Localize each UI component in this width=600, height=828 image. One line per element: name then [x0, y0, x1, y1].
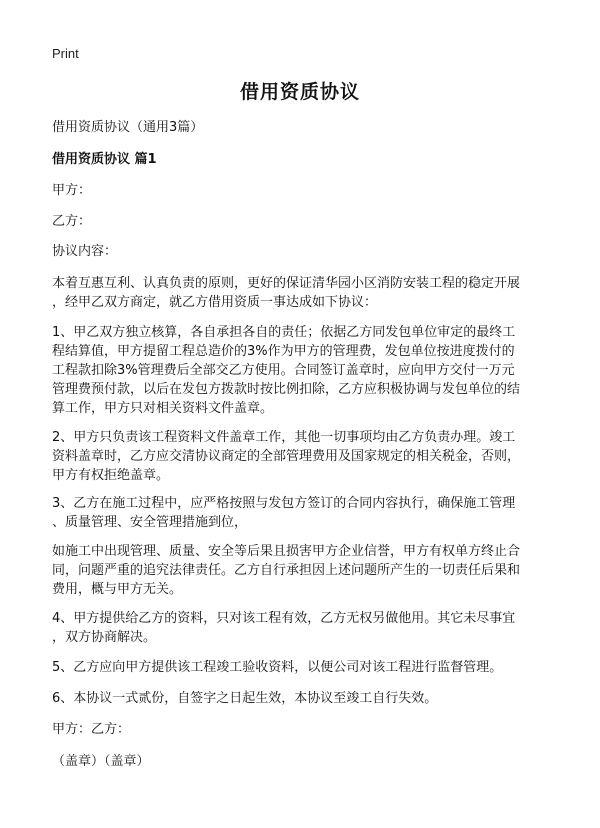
party-b-label: 乙方：: [52, 214, 92, 229]
content-label: 协议内容：: [52, 244, 118, 259]
section-heading: 借用资质协议 篇1: [52, 152, 157, 167]
clause-3: 3、乙方在施工过程中，应严格按照与发包方签订的合同内容执行，确保施工管理 、质量管理、安全管理措施到位，: [52, 496, 516, 530]
clause-4: 4、甲方提供给乙方的资料，只对该工程有效，乙方无权另做他用。其它未尽事宜 ，双方协商解决。: [52, 611, 516, 645]
intro-paragraph: 本着互惠互利、认真负责的原则，更好的保证清华园小区消防安装工程的稳定开展 ，经甲乙双方商定，就乙方借用资质一事达成如下协议：: [52, 276, 521, 310]
clause-1: 1、甲乙双方独立核算，各自承担各自的责任；依据乙方同发包单位审定的最终工 程结算值，甲方提留工程总造价的3%作为甲方的管理费，发包单位按进度拨付的 工程款扣除3%管理费后全部交乙方使用。合同签订盖章时，应向甲方交付一万元 管理费预付款，以后在发包方拨款时按比例扣除，乙方应积极协调与发包单位的结 算工作，甲方只对相关资料文件盖章。: [52, 325, 521, 416]
document-subtitle: 借用资质协议（通用3篇）: [52, 120, 204, 135]
party-a-label: 甲方：: [52, 183, 92, 198]
document-title: 借用资质协议: [239, 81, 360, 103]
clause-6: 6、本协议一式贰份，自签字之日起生效，本协议至竣工自行失效。: [52, 691, 438, 706]
signature-parties: 甲方：乙方：: [52, 722, 131, 737]
clause-5: 5、乙方应向甲方提供该工程竣工验收资料，以便公司对该工程进行监督管理。: [52, 660, 503, 675]
print-link[interactable]: Print: [52, 46, 79, 61]
clause-2: 2、甲方只负责该工程资料文件盖章工作，其他一切事项均由乙方负责办理。竣工 资料盖章时，乙方应交清协议商定的全部管理费用及国家规定的相关税金，否则， 甲方有权拒绝盖章。: [52, 430, 521, 483]
seal-placeholders: （盖章）（盖章）: [52, 754, 150, 769]
clause-3-continued: 如施工中出现管理、质量、安全等后果且损害甲方企业信誉，甲方有权单方终止合 同，问题严重的追究法律责任。乙方自行承担因上述问题所产生的一切责任后果和 费用，概与甲方无关。: [52, 544, 521, 597]
